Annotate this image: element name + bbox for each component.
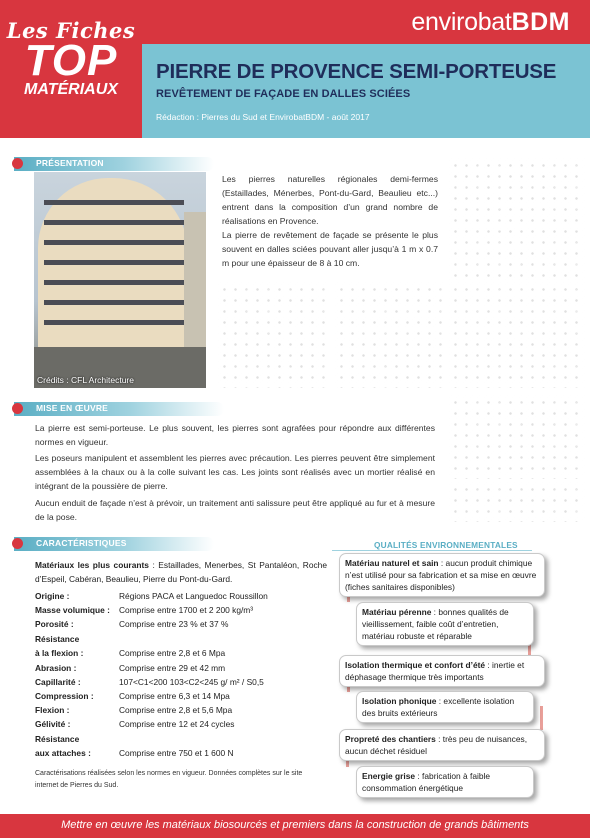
section-bullet-icon (12, 158, 23, 169)
materiaux-label: Matériaux les plus courants (35, 560, 149, 570)
stone-texture-5 (447, 393, 585, 479)
env-item-text: : bonnes qualités de vieillissement, faible coût d’entretien, matériau robuste et réparable (362, 607, 509, 641)
logo-line3: MATÉRIAUX (24, 81, 118, 98)
env-item-text: : très peu de nuisances, aucun déchet résiduel (345, 734, 528, 756)
stone-texture-2 (216, 280, 329, 388)
carac-key: aux attaches : (35, 748, 91, 758)
carac-value: Comprise entre 29 et 42 mm (119, 663, 226, 673)
fiches-top-logo (0, 20, 142, 100)
carac-key: Capillarité : (35, 677, 81, 687)
mise-text-3: Aucun enduit de façade n’est à prévoir, un traitement anti salissure peut être appliqué au fur et à mesure de la pose. (35, 498, 435, 522)
redaction-credit: Rédaction : Pierres du Sud et EnvirobatBDM - août 2017 (156, 112, 370, 122)
env-item (339, 729, 545, 761)
env-heading-line (332, 550, 532, 551)
stone-texture-4 (447, 280, 585, 388)
env-item-label: Isolation thermique et confort d’été (345, 660, 486, 670)
env-item-text: : inertie et déphasage thermique très importants (345, 660, 525, 682)
env-heading: QUALITÉS ENVIRONNEMENTALES (374, 540, 518, 550)
carac-value: Comprise entre 1700 et 2 200 kg/m³ (119, 605, 254, 615)
carac-value: Comprise entre 23 % et 37 % (119, 619, 229, 629)
mise-text-1: La pierre est semi-porteuse. Le plus souvent, les pierres sont agrafées pour répondre aux différentes normes en vigueur. (35, 423, 435, 447)
carac-key: Gélivité : (35, 719, 71, 729)
env-item-text: : aucun produit chimique n’est utilisé pour sa fabrication et sa mise en œuvre (fiches sanitaires disponibles) (345, 558, 537, 592)
carac-key: Abrasion : (35, 663, 77, 673)
section-caracteristiques (14, 537, 214, 551)
page-title: PIERRE DE PROVENCE SEMI-PORTEUSE (156, 60, 557, 83)
carac-value: Comprise entre 750 et 1 600 N (119, 748, 234, 758)
carac-value: Comprise entre 2,8 et 5,6 Mpa (119, 705, 233, 715)
env-item-label: Propreté des chantiers (345, 734, 436, 744)
materiaux-courants (35, 558, 327, 586)
footer-bar (0, 814, 590, 838)
carac-key: Résistance (35, 734, 80, 744)
section-presentation-title: PRÉSENTATION (36, 158, 104, 168)
materiaux-value: : Estaillades, Menerbes, St Pantaléon, Roche d’Espeil, Cabéran, Beaulieu, Pierre du Pont-du-Gard. (35, 560, 327, 584)
env-item (339, 553, 545, 597)
env-item (356, 691, 534, 723)
photo-credit: Crédits : CFL Architecture (37, 375, 134, 385)
logo-line1: Les Fiches (6, 18, 136, 43)
carac-value: 107<C1<200 103<C2<245 g/ m² / S0,5 (119, 677, 264, 687)
section-mise-title: MISE EN ŒUVRE (36, 403, 109, 413)
stone-texture-6 (447, 480, 585, 522)
carac-key: Compression : (35, 691, 94, 701)
env-item-label: Isolation phonique (362, 696, 437, 706)
footer-text: Mettre en œuvre les matériaux biosourcés et premiers dans la construction de grands bâtiments (61, 819, 529, 831)
env-item-label: Matériau pérenne (362, 607, 432, 617)
env-item-label: Matériau naturel et sain (345, 558, 439, 568)
carac-note: Caractérisations réalisées selon les normes en vigueur. Données complètes sur le site internet de Pierres du Sud. (35, 770, 303, 789)
env-item (356, 602, 534, 646)
env-item-text: : fabrication à faible consommation énergétique (362, 771, 491, 793)
brand-bdm: BDM (511, 8, 570, 36)
carac-key: Flexion : (35, 705, 70, 715)
env-item (356, 766, 534, 798)
carac-key: à la flexion : (35, 648, 84, 658)
section-presentation (14, 157, 214, 171)
carac-value: Comprise entre 6,3 et 14 Mpa (119, 691, 230, 701)
carac-key: Origine : (35, 591, 70, 601)
stone-texture-1 (447, 156, 585, 280)
mise-text-2: Les poseurs manipulent et assemblent les pierres avec précaution. Les pierres peuvent être simplement assemblées à la chaux ou à la colle suivant les cas. Les joints sont réalisés avec un mortier réalisé en intégrant de la poussière de pierre. (35, 453, 435, 491)
env-item (339, 655, 545, 687)
section-bullet-icon (12, 403, 23, 414)
carac-value: Régions PACA et Languedoc Roussillon (119, 591, 268, 601)
stone-texture-3 (333, 280, 443, 388)
carac-value: Comprise entre 12 et 24 cycles (119, 719, 235, 729)
page-subtitle: REVÊTEMENT DE FAÇADE EN DALLES SCIÉES (156, 88, 411, 100)
carac-value: Comprise entre 2,8 et 6 Mpa (119, 648, 226, 658)
brand-logo (411, 8, 570, 37)
brand-name: envirobat (411, 8, 512, 36)
caracteristiques-table (35, 589, 330, 761)
presentation-text-2: La pierre de revêtement de façade se présente le plus souvent en dalles sciées pouvant aller jusqu’à 1 m x 0.7 m pour une épaisseur de 8 à 10 cm. (222, 230, 438, 268)
section-bullet-icon (12, 538, 23, 549)
logo-line2: TOP (24, 36, 118, 85)
presentation-text-1: Les pierres naturelles régionales demi-fermes (Estaillades, Ménerbes, Pont-du-Gard, Beaulieu etc...) entrent dans la composition d’un grand nombre de réalisations en Provence. (222, 174, 438, 226)
env-item-label: Energie grise (362, 771, 416, 781)
section-carac-title: CARACTÉRISTIQUES (36, 538, 127, 548)
carac-key: Résistance (35, 634, 80, 644)
connector (540, 706, 543, 730)
building-photo (34, 172, 206, 388)
carac-key: Masse volumique : (35, 605, 110, 615)
logo-tail (22, 118, 48, 138)
section-mise-en-oeuvre (14, 402, 224, 416)
env-item-text: : excellente isolation des bruits extérieurs (362, 696, 515, 718)
carac-key: Porosité : (35, 619, 74, 629)
